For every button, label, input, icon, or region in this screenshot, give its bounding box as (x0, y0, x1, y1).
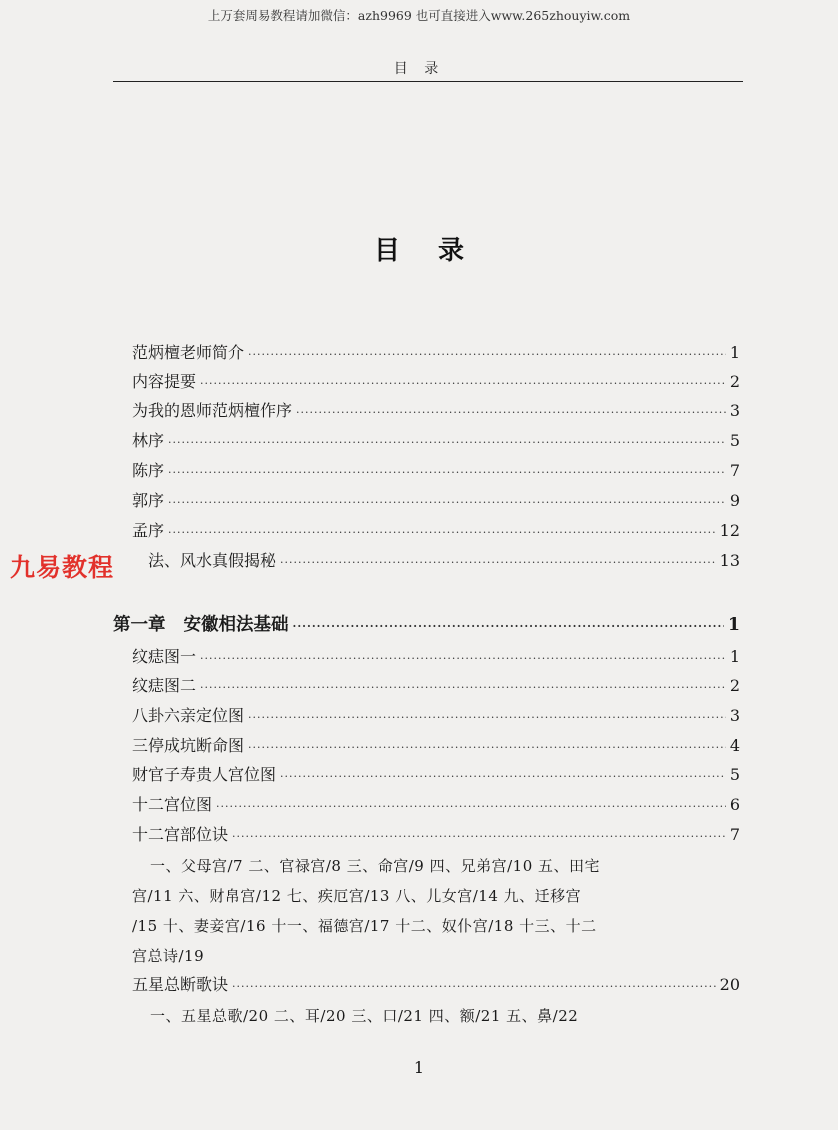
toc-entry[interactable] (132, 762, 740, 788)
toc-entry-page: 12 (719, 521, 740, 540)
toc-entry-label: 为我的恩师范炳檀作序 (132, 401, 293, 420)
toc-entry-page: 13 (719, 551, 740, 570)
chapter-title: 安徽相法基础 (183, 615, 289, 635)
dot-leader (168, 520, 716, 546)
toc-entry[interactable] (132, 733, 740, 759)
toc-entry-page: 1 (729, 647, 740, 666)
chapter-number: 第一章 (113, 615, 166, 635)
toc-entry[interactable] (132, 972, 740, 998)
toc-entry-page: 9 (729, 491, 740, 510)
toc-entry-page: 5 (729, 431, 740, 450)
running-head: 目 录 (393, 61, 445, 77)
toc-entry-label: 内容提要 (132, 372, 197, 391)
toc-entry[interactable] (132, 428, 740, 454)
toc-entry[interactable] (132, 822, 740, 848)
dot-leader (232, 974, 716, 1000)
brand-logo: 九易教程 (8, 548, 116, 584)
dot-leader (168, 430, 726, 456)
toc-entry-label: 孟序 (132, 521, 165, 540)
dot-leader (200, 371, 726, 397)
palace-list-line: 宫/11 六、财帛宫/12 七、疾厄宫/13 八、儿女宫/14 九、迁移宫 (132, 887, 582, 905)
toc-entry-label: 陈序 (132, 461, 165, 480)
toc-entry[interactable] (132, 398, 740, 424)
page-title: 目录 (373, 236, 502, 266)
dot-leader (293, 614, 724, 640)
toc-entry-label: 林序 (132, 431, 165, 450)
toc-entry-page: 4 (729, 736, 740, 755)
toc-entry[interactable] (132, 340, 740, 366)
toc-entry[interactable] (132, 488, 740, 514)
toc-entry-page: 7 (729, 825, 740, 844)
dot-leader (248, 705, 726, 731)
dot-leader (296, 400, 726, 426)
dot-leader (280, 764, 726, 790)
five-stars-list-line: 一、五星总歌/20 二、耳/20 三、口/21 四、额/21 五、鼻/22 (150, 1007, 579, 1025)
toc-entry-label: 法、风水真假揭秘 (148, 551, 277, 570)
dot-leader (248, 735, 726, 761)
toc-entry-page: 2 (729, 676, 740, 695)
dot-leader (248, 342, 726, 368)
toc-entry-page: 5 (729, 765, 740, 784)
toc-entry-page: 7 (729, 461, 740, 480)
dot-leader (232, 824, 726, 850)
dot-leader (200, 646, 726, 672)
dot-leader (168, 460, 726, 486)
toc-entry[interactable] (132, 673, 740, 699)
watermark-text: 上万套周易教程请加微信：azh9969 也可直接进入www.265zhouyiw.com (207, 8, 631, 23)
toc-entry-page: 3 (729, 401, 740, 420)
toc-entry[interactable] (132, 644, 740, 670)
dot-leader (280, 550, 716, 576)
toc-entry-label: 财官子寿贵人宫位图 (132, 765, 277, 784)
dot-leader (216, 794, 726, 820)
toc-entry[interactable] (132, 518, 740, 544)
toc-entry-page: 6 (729, 795, 740, 814)
toc-entry[interactable] (148, 548, 740, 574)
toc-entry-label: 郭序 (132, 491, 165, 510)
toc-entry[interactable] (132, 703, 740, 729)
toc-entry-label: 八卦六亲定位图 (132, 706, 245, 725)
toc-entry-label: 十二宫位图 (132, 795, 213, 814)
toc-entry-label: 范炳檀老师简介 (132, 343, 245, 362)
palace-list-line: 一、父母宫/7 二、官禄宫/8 三、命宫/9 四、兄弟宫/10 五、田宅 (150, 857, 601, 875)
toc-entry[interactable] (132, 792, 740, 818)
toc-entry-page: 3 (729, 706, 740, 725)
chapter-page: 1 (727, 615, 740, 635)
page-number: 1 (413, 1058, 425, 1077)
toc-entry-page: 1 (729, 343, 740, 362)
toc-entry-label: 五星总断歌诀 (132, 975, 229, 994)
toc-entry-label: 纹痣图一 (132, 647, 197, 666)
chapter-heading[interactable] (113, 612, 740, 638)
toc-entry-label: 纹痣图二 (132, 676, 197, 695)
toc-entry[interactable] (132, 369, 740, 395)
chapter-label (113, 612, 289, 638)
toc-entry[interactable] (132, 458, 740, 484)
header-rule (113, 81, 743, 82)
palace-list-line: 宫总诗/19 (132, 947, 205, 965)
toc-entry-label: 十二宫部位诀 (132, 825, 229, 844)
dot-leader (200, 675, 726, 701)
palace-list-line: /15 十、妻妾宫/16 十一、福德宫/17 十二、奴仆宫/18 十三、十二 (132, 917, 597, 935)
toc-entry-label: 三停成坑断命图 (132, 736, 245, 755)
dot-leader (168, 490, 726, 516)
toc-entry-page: 2 (729, 372, 740, 391)
toc-entry-page: 20 (719, 975, 740, 994)
